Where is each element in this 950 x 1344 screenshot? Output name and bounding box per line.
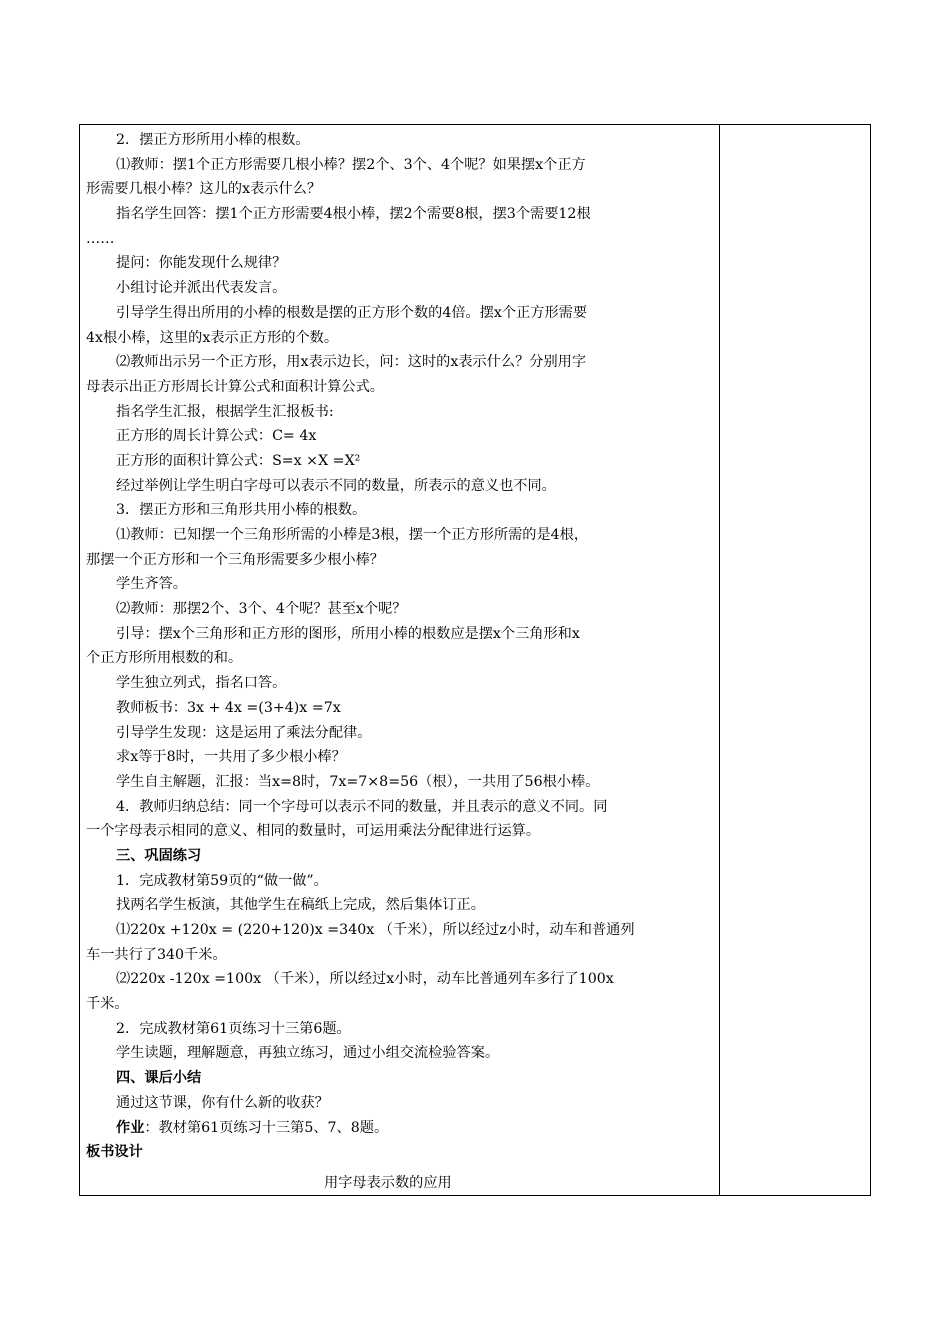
lesson-content <box>86 128 712 1196</box>
paragraph-line: 4x根小棒，这里的x表示正方形的个数。 <box>86 329 339 346</box>
section-heading: 四、课后小结 <box>116 1070 202 1087</box>
paragraph-line: ⑵教师出示另一个正方形，用x表示边长，问：这时的x表示什么？分别用字 <box>116 354 587 371</box>
paragraph-line: 通过这节课，你有什么新的收获？ <box>116 1094 329 1111</box>
paragraph-line: 学生自主解题，汇报：当x=8时，7x=7×8=56（根），一共用了56根小棒。 <box>116 773 600 790</box>
paragraph-line: 形需要几根小棒？这儿的x表示什么？ <box>86 181 322 198</box>
paragraph-line: ⑵220x -120x =100x （千米），所以经过x小时，动车比普通列车多行了100x <box>116 971 614 988</box>
column-divider <box>719 124 720 1196</box>
paragraph-line: 一个字母表示相同的意义、相同的数量时，可运用乘法分配律进行运算。 <box>86 823 541 840</box>
paragraph-line: ⑴220x +120x = (220+120)x =340x （千米），所以经过z小时，动车和普通列 <box>116 922 635 938</box>
homework-line <box>86 1116 712 1141</box>
homework-label: 作业 <box>116 1119 145 1136</box>
paragraph-line: 求x等于8时，一共用了多少根小棒？ <box>116 749 346 766</box>
paragraph-line: ⑴教师：摆1个正方形需要几根小棒？摆2个、3个、4个呢？如果摆x个正方 <box>116 156 586 173</box>
paragraph-line: 引导：摆x个三角形和正方形的图形，所用小棒的根数应是摆x个三角形和x <box>116 625 580 642</box>
paragraph-line: 经过举例让学生明白字母可以表示不同的数量，所表示的意义也不同。 <box>116 477 556 494</box>
paragraph-line: 学生读题，理解题意，再独立练习，通过小组交流检验答案。 <box>116 1045 500 1062</box>
paragraph-line: 千米。 <box>86 996 129 1013</box>
paragraph-line: 提问：你能发现什么规律？ <box>116 255 287 272</box>
paragraph-line: 2．摆正方形所用小棒的根数。 <box>116 132 310 148</box>
paragraph-line: 引导学生发现：这是运用了乘法分配律。 <box>116 724 372 741</box>
lesson-lines <box>86 128 712 1116</box>
paragraph-line: 母表示出正方形周长计算公式和面积计算公式。 <box>86 378 384 395</box>
homework-text: ：教材第61页练习十三第5、7、8题。 <box>144 1119 389 1136</box>
paragraph-line: 4．教师归纳总结：同一个字母可以表示不同的数量，并且表示的意义不同。同 <box>116 798 608 815</box>
paragraph-line: ⑵教师：那摆2个、3个、4个呢？甚至x个呢？ <box>116 601 407 618</box>
paragraph-line: 找两名学生板演，其他学生在稿纸上完成，然后集体订正。 <box>116 897 485 914</box>
paragraph-line: 正方形的周长计算公式：C= 4x <box>116 428 317 445</box>
paragraph-line: 3．摆正方形和三角形共用小棒的根数。 <box>116 502 367 519</box>
paragraph-line: ⑴教师：已知摆一个三角形所需的小棒是3根，摆一个正方形所需的是4根， <box>116 527 589 543</box>
paragraph-line: 学生独立列式，指名口答。 <box>116 675 287 692</box>
paragraph-line: …… <box>86 230 115 247</box>
paragraph-line: 教师板书：3x + 4x =(3+4)x =7x <box>116 699 341 716</box>
paragraph-line: 指名学生回答：摆1个正方形需要4根小棒，摆2个需要8根，摆3个需要12根 <box>116 206 591 223</box>
paragraph-line: 那摆一个正方形和一个三角形需要多少根小棒？ <box>86 551 384 568</box>
paragraph-line: 2．完成教材第61页练习十三第6题。 <box>116 1020 351 1037</box>
paragraph-line: 小组讨论并派出代表发言。 <box>116 280 287 297</box>
board-design-heading: 板书设计 <box>86 1144 143 1161</box>
section-heading: 三、巩固练习 <box>116 847 202 864</box>
paragraph-line: 车一共行了340千米。 <box>86 946 227 963</box>
board-design-title: 用字母表示数的应用 <box>324 1174 452 1191</box>
paragraph-line: 学生齐答。 <box>116 576 187 593</box>
paragraph-line: 引导学生得出所用的小棒的根数是摆的正方形个数的4倍。摆x个正方形需要 <box>116 304 588 321</box>
paragraph-line: 正方形的面积计算公式：S=x ×X =X² <box>116 452 361 469</box>
paragraph-line: 个正方形所用根数的和。 <box>86 650 243 667</box>
paragraph-line: 指名学生汇报，根据学生汇报板书: <box>116 403 334 420</box>
paragraph-line: 1．完成教材第59页的“做一做”。 <box>116 872 328 889</box>
